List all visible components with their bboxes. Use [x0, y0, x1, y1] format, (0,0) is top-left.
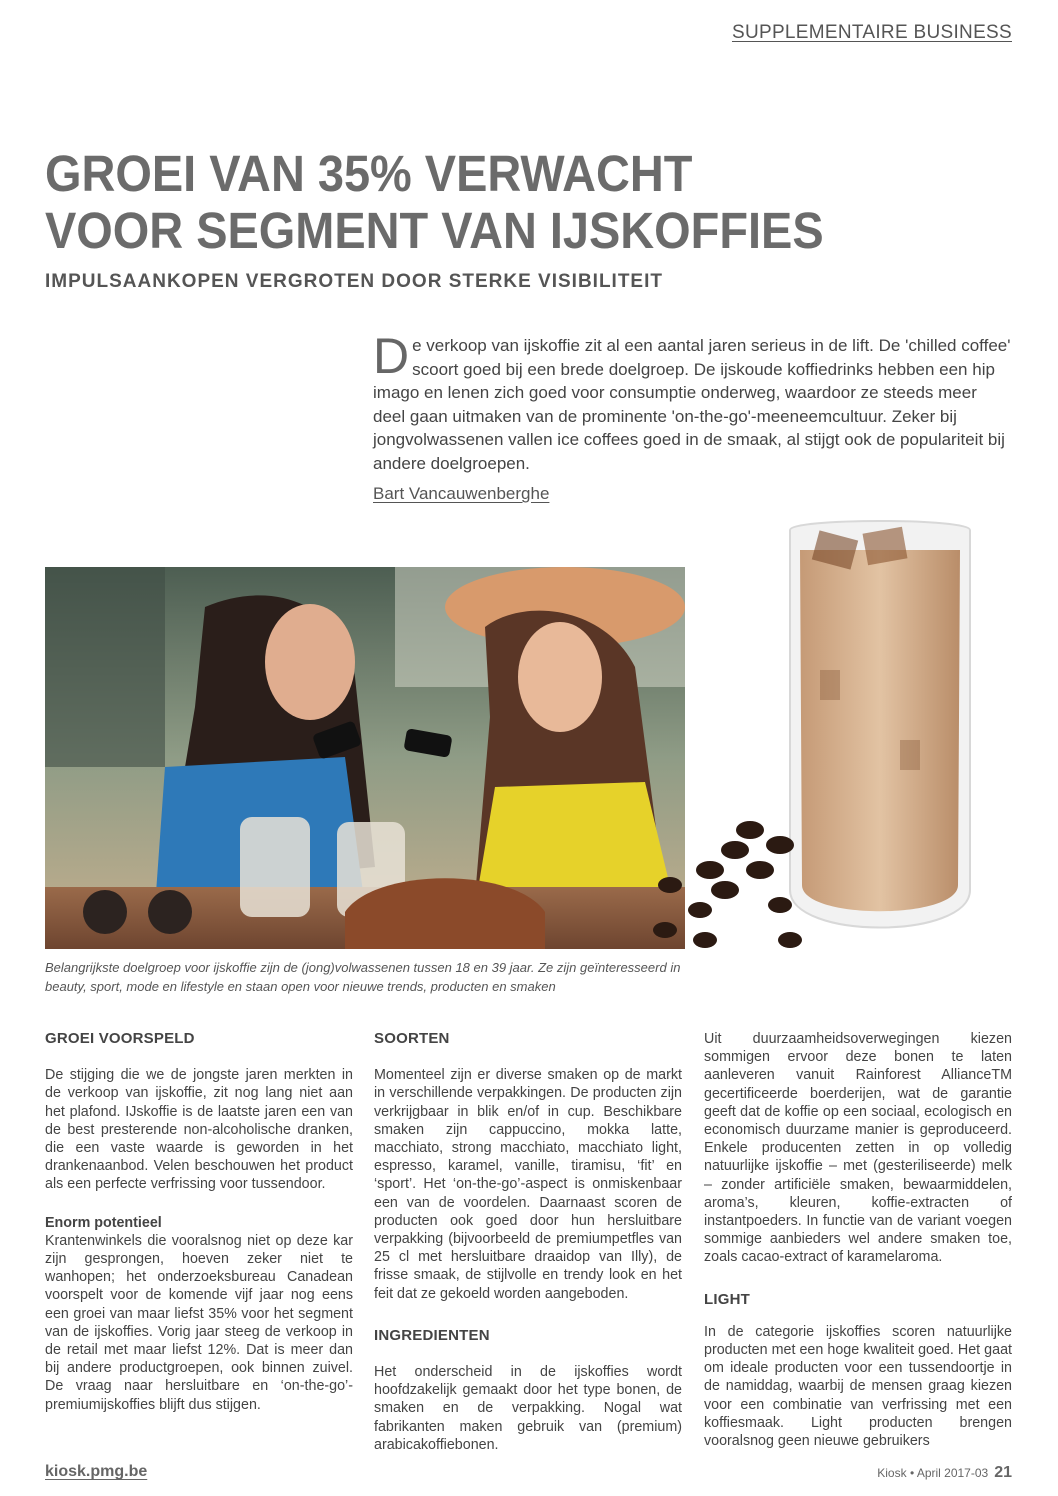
drop-cap: D	[373, 328, 410, 384]
heading-groei-voorspeld: GROEI VOORSPELD	[45, 1030, 195, 1047]
title-line-2: VOOR SEGMENT VAN IJSKOFFIES	[45, 202, 824, 259]
iced-coffee-glass-image	[640, 510, 1000, 960]
column-1	[45, 1030, 353, 1414]
heading-soorten: SOORTEN	[374, 1030, 450, 1047]
author-link[interactable]: Bart Vancauwenberghe	[373, 484, 550, 503]
subheading-enorm-potentieel: Enorm potentieel	[45, 1214, 162, 1231]
paragraph: Krantenwinkels die vooralsnog niet op deze kar zijn gesprongen, hoeven zeker niet te wanhopen; het onderzoeksbureau Canadean voorspelt voor de komende vijf jaar nog eens een groei van maar liefst 35% voor het segment van de ijskoffies. Vorig jaar steeg de verkoop in de retail met maar liefst 12%. Dat is meer dan bij andere productgroepen, ook binnen zuivel. De vraag naar hersluitbare en ‘on-the-go’-premiumijskoffies blijft dus stijgen.	[45, 1232, 353, 1413]
section-tag: SUPPLEMENTAIRE BUSINESS	[731, 22, 1012, 43]
page-number: 21	[994, 1464, 1012, 1481]
heading-light: LIGHT	[704, 1290, 750, 1308]
photo-women-with-phones	[45, 567, 685, 949]
heading-ingredienten: INGREDIENTEN	[374, 1326, 490, 1344]
photo-illustration	[45, 567, 685, 949]
article-subtitle: IMPULSAANKOPEN VERGROTEN DOOR STERKE VISIBILITEIT	[45, 271, 663, 292]
website-link[interactable]: kiosk.pmg.be	[45, 1463, 148, 1480]
column-2	[374, 1030, 682, 1454]
paragraph: Het onderscheid in de ijskoffies wordt hoofdzakelijk gemaakt door het type bonen, de smaken en de verpakking. Nogal wat fabrikanten maken gebruik van (premium) arabicakoffiebonen.	[374, 1364, 682, 1453]
paragraph: Uit duurzaamheidsoverwegingen kiezen sommigen ervoor deze bonen te laten aanleveren vanuit Rainforest AllianceTM gecertificeerde boerderijen, wat de garantie geeft dat de koffie op een sociaal, ecologisch en economisch duurzame manier is geproduceerd. Enkele producenten zetten in op volledig natuurlijke ijskoffie – met (gesteriliseerde) melk – zonder artificiële smaken, bewaarmiddelen, aroma’s, kleuren, koffie-extracten of instantpoeders. In functie van de variant voegen sommige aanbieders wel andere smaken toe, zoals cacao-extract of karamelaroma.	[704, 1031, 1012, 1266]
intro-text: e verkoop van ijskoffie zit al een aantal jaren serieus in de lift. De 'chilled coffee' scoort goed bij een brede doelgroep. De ijskoude koffiedrinks hebben een hip imago en lenen zich goed voor consumptie onderweg, waardoor ze steeds meer deel gaan uitmaken van de prominente 'on-the-go'-meeneemcultuur. Zeker bij jongvolwassenen vallen ice coffees goed in de smaak, al stijgt ook de populariteit bij andere doelgroepen.	[373, 336, 1011, 473]
iced-coffee-illustration	[640, 510, 1000, 960]
paragraph: In de categorie ijskoffies scoren natuurlijke producten met een hoge kwaliteit goed. Het gaat om ideale producten voor een tussendoortje in de namiddag, waarbij de mensen graag kiezen voor een combinatie van verfrissing met een koffiesmaak. Light producten brengen vooralsnog geen nieuwe gebruikers	[704, 1323, 1012, 1450]
issue-label: Kiosk • April 2017-03	[877, 1466, 989, 1480]
page-footer	[877, 1464, 1012, 1482]
title-line-1: GROEI VAN 35% VERWACHT	[45, 145, 693, 202]
column-3	[704, 1030, 1012, 1450]
paragraph: Momenteel zijn er diverse smaken op de markt in verschillende verpakkingen. De producten zijn verkrijgbaar in blik en/of in cup. Beschikbare smaken zijn cappuccino, mokka latte, macchiato, strong macchiato, macchiato light, espresso, karamel, vanille, tiramisu, ‘fit’ en ‘sport’. Het ‘on-the-go’-aspect is onmiskenbaar een van de voordelen. Daarnaast scoren de producten ook goed door hun hersluitbare verpakking (bijvoorbeeld de premiumpetfles van 25 cl met hersluitbare draaidop van Illy), de frisse smaak, de stijlvolle en trendy look en het feit dat ze gekoeld worden aangeboden.	[374, 1067, 682, 1302]
article-intro	[373, 328, 1013, 475]
photo-caption: Belangrijkste doelgroep voor ijskoffie zijn de (jong)volwassenen tussen 18 en 39 jaar. Ze zijn geïnteresseerd in beauty, sport, mode en lifestyle en staan open voor nieuwe trends, producten en smaken	[45, 960, 681, 994]
article-title	[45, 145, 928, 259]
paragraph: De stijging die we de jongste jaren merkten in de verkoop van ijskoffie, zit nog lang niet aan het plafond. IJskoffie is de laatste jaren een van de best presterende non-alcoholische dranken, die een vaste waarde is geworden in het drankenaanbod. Velen beschouwen het product als een perfecte verfrissing voor tussendoor.	[45, 1067, 353, 1193]
